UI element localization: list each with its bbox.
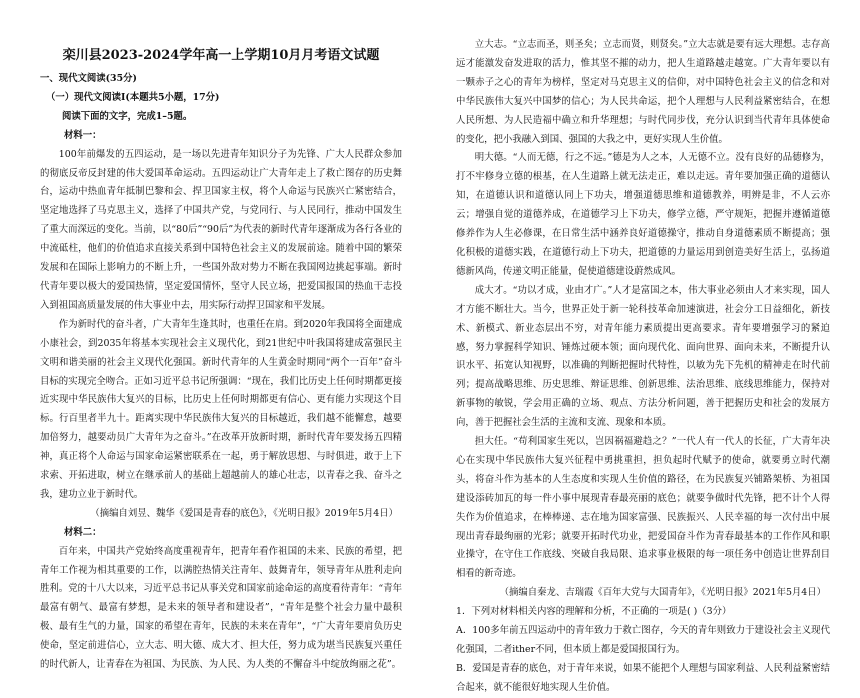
material-one-paragraph: 作为新时代的奋斗者，广大青年生逢其时，也重任在肩。到2020年我国将全面建成小康社会，到2035年将基本实现社会主义现代化，到21世纪中叶我国将建成富强民主文明和谐美丽的社会主义现代化强国。新时代青年的人生黄金时期同“两个一百年”奋斗目标的实现完全吻合。正如习近平总书记所强调：“现在，我们比历史上任何时期都更接近实现中华民族伟大复兴的目标，比历史上任何时期都更有信心、更有能力实现这个目标。行百里者半九十。距离实现中华民族伟大复兴的目标越近，我们越不能懈怠，越要加倍努力，越要动员广大青年为之奋斗。”在改革开放新时期，新时代青年要发扬五四精神，真正将个人命运与国家命运紧密联系在一起，勇于解放思想、与时俱进，敢于上下求索、开拓进取，树立在继承前人的基础上超越前人的雄心壮志，以青春之我、奋斗之我，建功立业于新时代。: [40, 318, 402, 500]
exam-title: 栾川县2023-2024学年高一上学期10月月考语文试题: [62, 48, 380, 63]
option-a: A．100多年前五四运动中的青年致力于救亡图存，今天的青年则致力于建设社会主义现代化强国，二者ither不同，但本质上都是爱国报国行为。: [456, 625, 830, 655]
material-one-paragraph: 100年前爆发的五四运动，是一场以先进青年知识分子为先锋、广大人民群众参加的彻底反帝反封建的伟大爱国革命运动。五四运动让广大青年走上了救亡图存的历史舞台，运动中热血青年抵制巴黎和会、捍卫国家主权，将个人命运与民族兴亡紧密结合，坚定地选择了马克思主义，选择了中国共产党，与党同行、与人民同行，推动中国发生了重大而深远的变化。当前，以“80后”“90后”为代表的新时代青年逐渐成为各行各业的中流砥柱，他们的价值追求直接关系到中国特色社会主义的发展前途。随着中国的繁荣发展和在国际上影响力的不断上升，一些国外敌对势力不断在我国网边挑起事端。新时代青年要以极大的爱国热情，坚定爱国情怀，坚守人民立场，把爱国报国的热血干志投入到祖国高质量发展的伟大事业中去，用实际行动捍卫国家和平发展。: [40, 148, 402, 311]
subsection-heading: （一）现代文阅读I(本题共5小题，17分): [46, 91, 220, 103]
question-1: 1．下列对材料相关内容的理解和分析，不正确的一项是( )（3分）: [456, 606, 732, 618]
material-one-label: 材料一：: [64, 129, 102, 141]
section-heading: 一、现代文阅读(35分): [40, 73, 137, 84]
material-two-paragraph: 明大德。“人而无德，行之不远。”德是为人之本，人无德不立。没有良好的品德修为，打不牢修身立德的根基，在人生道路上就无法走正，难以走远。青年要加强正确的道德认知，在道德认识和道德认同上下功夫，增强道德思维和道德教养，明辨是非，不人云亦云；增强自觉的道德养成，在道德学习上下功夫，修学立德，严守规矩，把握并遵循道德修养作为人生必修课，在日常生活中涵养良好道德操守，推动自身道德素质不断提高；强化积极的道德实践，在道德行动上下功夫，把道德的力量运用到创造美好生活上，弘扬道德新风尚，传递文明正能量，促使道德建设蔚然成风。: [456, 152, 830, 277]
material-two-paragraph: 担大任。“苟利国家生死以，岂因祸福避趋之？”一代人有一代人的长征，广大青年决心在实现中华民族伟大复兴征程中勇挑重担，担负起时代赋予的使命，就要勇立时代潮头，将奋斗作为基本的人生态度和实现人生价值的路径，在为民族复兴铺路架桥、为祖国建设添砖加瓦的每一件小事中展现青春最亮丽的底色；就要争做时代先锋，把不计个人得失作为价值追求，在棒棒递、志在地为国家富强、民族振兴、人民幸福的每一次付出中展现出青春最绚丽的光彩；就要开拓时代功业，把爱国奋斗作为青春最基本的工作作风和职业操守，在守住工作底线、突破自我局限、追求事业极限的每一项任务中创造让世界刮目相看的新奇迹。: [456, 436, 830, 580]
left-column: [0, 0, 430, 671]
material-two-source: （摘编自秦龙、吉瑞霞《百年大党与大国青年》，《光明日报》2021年5月4日）: [499, 587, 826, 599]
material-one-source: （摘编自刘昱、魏华《爱国是青春的底色》，《光明日报》2019年5月4日）: [90, 507, 398, 519]
option-b: B．爱国是青春的底色，对于青年来说，如果不能把个人理想与国家利益、人民利益紧密结合起来，就不能很好地实现人生价值。: [456, 662, 830, 693]
material-two-paragraph: 立大志。“立志而圣，则圣矣；立志而贤，则贤矣。”立大志就是要有远大理想。志存高远才能激发奋发进取的活力，惟其坚不摧的动力，把人生道路越走越宽。广大青年要以有一颗赤子之心的青年为榜样，坚定对马克思主义的信仰，对中国特色社会主义的信念和对中华民族伟大复兴中国梦的信心；为人民共命运，把个人理想与人民利益紧密结合，在想人民所想、为人民造福中确立和升华理想；与时代同步伐，充分认识到当代青年具体使命的变化，把小我融入到国、强国的大我之中，更好实现人生价值。: [456, 39, 830, 145]
material-two-label: 材料二：: [64, 526, 102, 538]
material-two-paragraph: 百年来，中国共产党始终高度重视青年，把青年看作祖国的未来、民族的希望，把青年工作视为相其重要的工作，以满腔热情关注青年、鼓舞青年，领导青年从胜利走向胜利。党的十八大以来，习近平总书记从事关党和国家前途命运的高度看待青年：“青年最富有朝气、最富有梦想，是未来的领导者和建设者”，“青年是整个社会力量中最积极、最有生气的力量，国家的希望在青年，民族的未来在青年”，“广大青年要肩负历史使命，坚定前进信心，立大志、明大德、成大才、担大任，努力成为堪当民族复兴重任的时代新人，让青春在为祖国、为民族、为人民、为人类的不懈奋斗中绽放绚丽之花”。: [40, 545, 402, 671]
right-column: [430, 0, 860, 693]
reading-instruction: 阅读下面的文字，完成1–5题。: [62, 110, 193, 122]
material-two-paragraph: 成大才。“功以才成，业由才广。”人才是富国之本，伟大事业必须由人才来实现，国人才方能不断壮大。当今，世界正处于新一轮科技革命加速演进，社会分工日益细化，新技术、新模式、新业态层出不穷，对青年能力素质提出更高要求。青年要增强学习的紧迫感，努力掌握科学知识、锤炼过硬本领；面向现代化、面向世界、面向未来，不断提升认识水平、拓宽认知视野，以准确的判断把握时代特性，以敏为先下先机的精神走在时代前列；提高战略思维、历史思维、辩证思维、创新思维、法治思维、底线思维能力，保持对新事物的敏锐，学会用正确的立场、观点、方法分析问题，善于把握历史和社会的发展方向，善于把握社会生活的主流和支流、现象和本质。: [456, 284, 830, 429]
